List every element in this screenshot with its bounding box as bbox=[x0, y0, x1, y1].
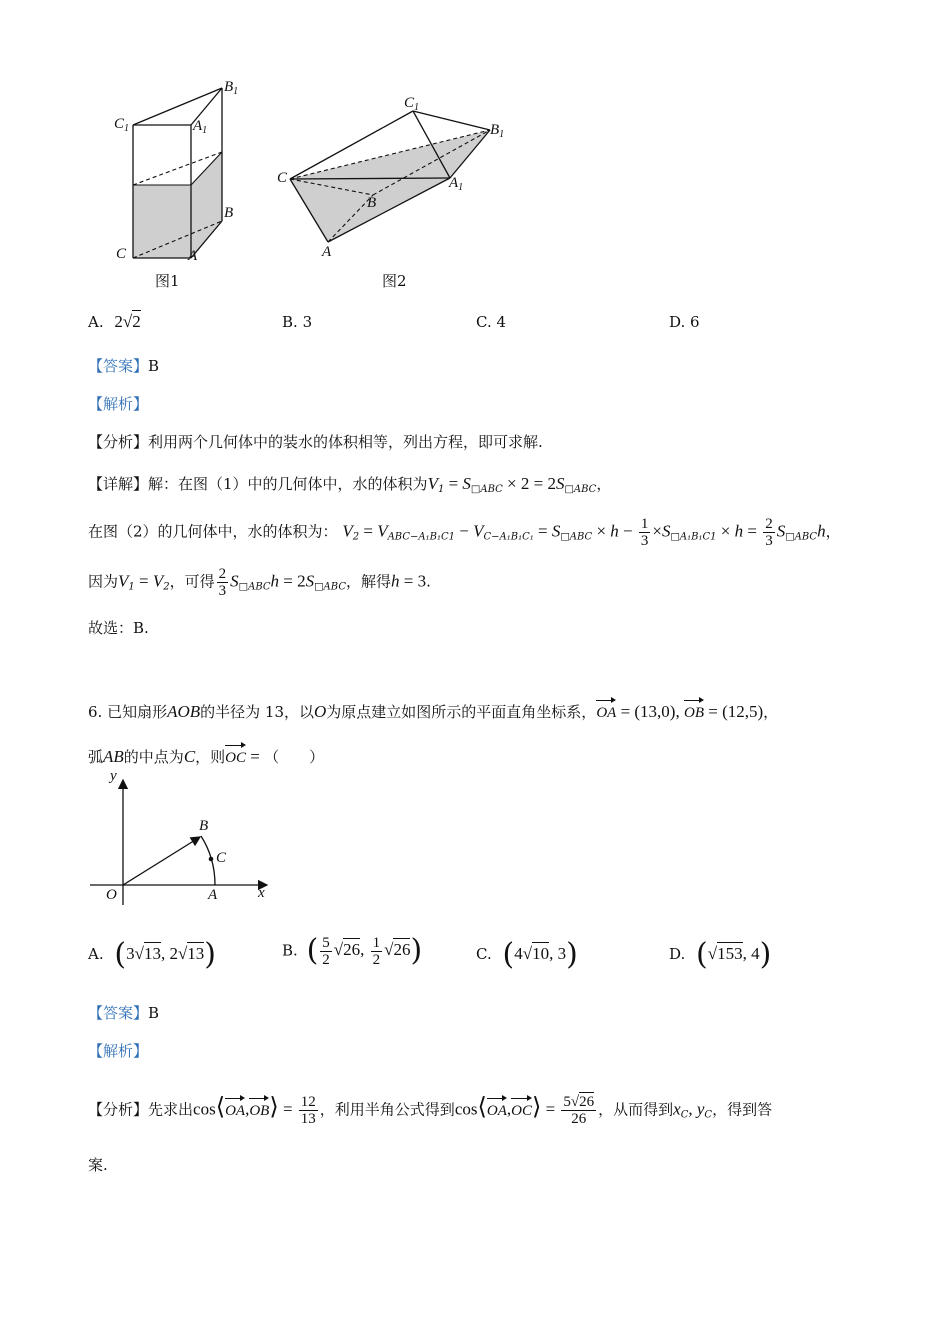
q6-analysis-tag: 【解析】 bbox=[88, 1042, 149, 1060]
q6-option-c: C. (4√10, 3) bbox=[476, 937, 578, 973]
q5-fenxi: 【分析】利用两个几何体中的装水的体积相等，列出方程，即可求解. bbox=[88, 433, 543, 451]
q6-stem-line2: 弧AB的中点为C，则OC = （ ） bbox=[88, 742, 324, 768]
fig1-label-C1: $C_1$ bbox=[114, 116, 130, 134]
q6-stem-line1: 6. 已知扇形AOB的半径为 13，以O为原点建立如图所示的平面直角坐标系，OA = (13,0), OB = (12,5)， bbox=[88, 697, 778, 723]
q5-option-d: D. 6 bbox=[669, 313, 700, 331]
q5-answer: 【答案】B bbox=[88, 357, 160, 375]
q6-point-b-label: B bbox=[199, 818, 209, 834]
q6-point-a-label: A bbox=[208, 887, 218, 903]
q5-conclusion: 故选：B. bbox=[88, 619, 149, 637]
q6-fenxi-line2: 案. bbox=[88, 1156, 108, 1174]
figure-1-caption: 图1 bbox=[155, 272, 180, 290]
fig2-label-C: C bbox=[277, 170, 288, 186]
figure-2-caption: 图2 bbox=[382, 272, 407, 290]
figure-2-prism bbox=[280, 95, 510, 255]
figure-1-prism bbox=[105, 75, 265, 275]
fig1-label-C: C bbox=[116, 246, 127, 262]
q6-axis-x-label: x bbox=[258, 885, 265, 901]
q6-option-a: A. (3√13, 2√13) bbox=[88, 937, 217, 973]
q5-detail-line1: 【详解】解：在图（1）中的几何体中，水的体积为$V_1 = S_{□ABC} \times 2 = 2S_{□ABC}$， bbox=[88, 474, 612, 495]
fig1-label-A: A bbox=[188, 248, 198, 264]
q6-option-d: D. (√153, 4) bbox=[669, 937, 772, 973]
fig2-label-A: A bbox=[322, 244, 332, 260]
q6-origin-label: O bbox=[106, 887, 117, 903]
q5-option-b: B. 3 bbox=[282, 313, 313, 331]
fig2-label-B1: $B_1$ bbox=[490, 122, 505, 140]
fig2-label-C1: $C_1$ bbox=[404, 95, 420, 113]
q6-answer: 【答案】B bbox=[88, 1004, 160, 1022]
q5-option-c: C. 4 bbox=[476, 313, 507, 331]
fig2-label-B: B bbox=[367, 195, 377, 211]
q6-option-b: B. ( $\frac{5}{2}$ √26, $\frac{1}{2}$ √26) bbox=[282, 933, 423, 969]
q6-point-c-label: C bbox=[216, 850, 227, 866]
q6-fenxi-line1: 【分析】先求出cos⟨OA,OB⟩ = $\frac{12}{13}$ ，利用半角公式得到cos⟨OA,OC⟩ = $\frac{5√26}{26}$ ，从而得到$x_C$, $y_C$，得到答 bbox=[88, 1094, 773, 1127]
q5-option-a: A. 2√2 bbox=[88, 312, 141, 331]
q6-axis-y-label: y bbox=[110, 768, 117, 784]
fig2-label-A1: $A_1$ bbox=[449, 175, 464, 193]
q5-detail-line3: 因为$V_1 = V_2$，可得 $\frac{2}{3}$ $S_{□ABC}h = 2S_{□ABC}$，解得h = 3. bbox=[88, 566, 431, 599]
q5-analysis-tag: 【解析】 bbox=[88, 395, 149, 413]
fig1-label-B: B bbox=[224, 205, 234, 221]
q5-detail-line2: 在图（2）的几何体中，水的体积为： $V_2 = V_{ABC-A_1B_1C1} - V_{C-A_1B_1C_1} = S_{□ABC} \times h$ − $\frac{1}{3}$ $\times S_{□A_1B_1C1} \times h$ = $\frac{2}{3}$ $S_{□ABC}h$， bbox=[88, 516, 841, 549]
fig1-label-B1: $B_1$ bbox=[224, 79, 239, 97]
fig1-label-A1: $A_1$ bbox=[193, 118, 208, 136]
